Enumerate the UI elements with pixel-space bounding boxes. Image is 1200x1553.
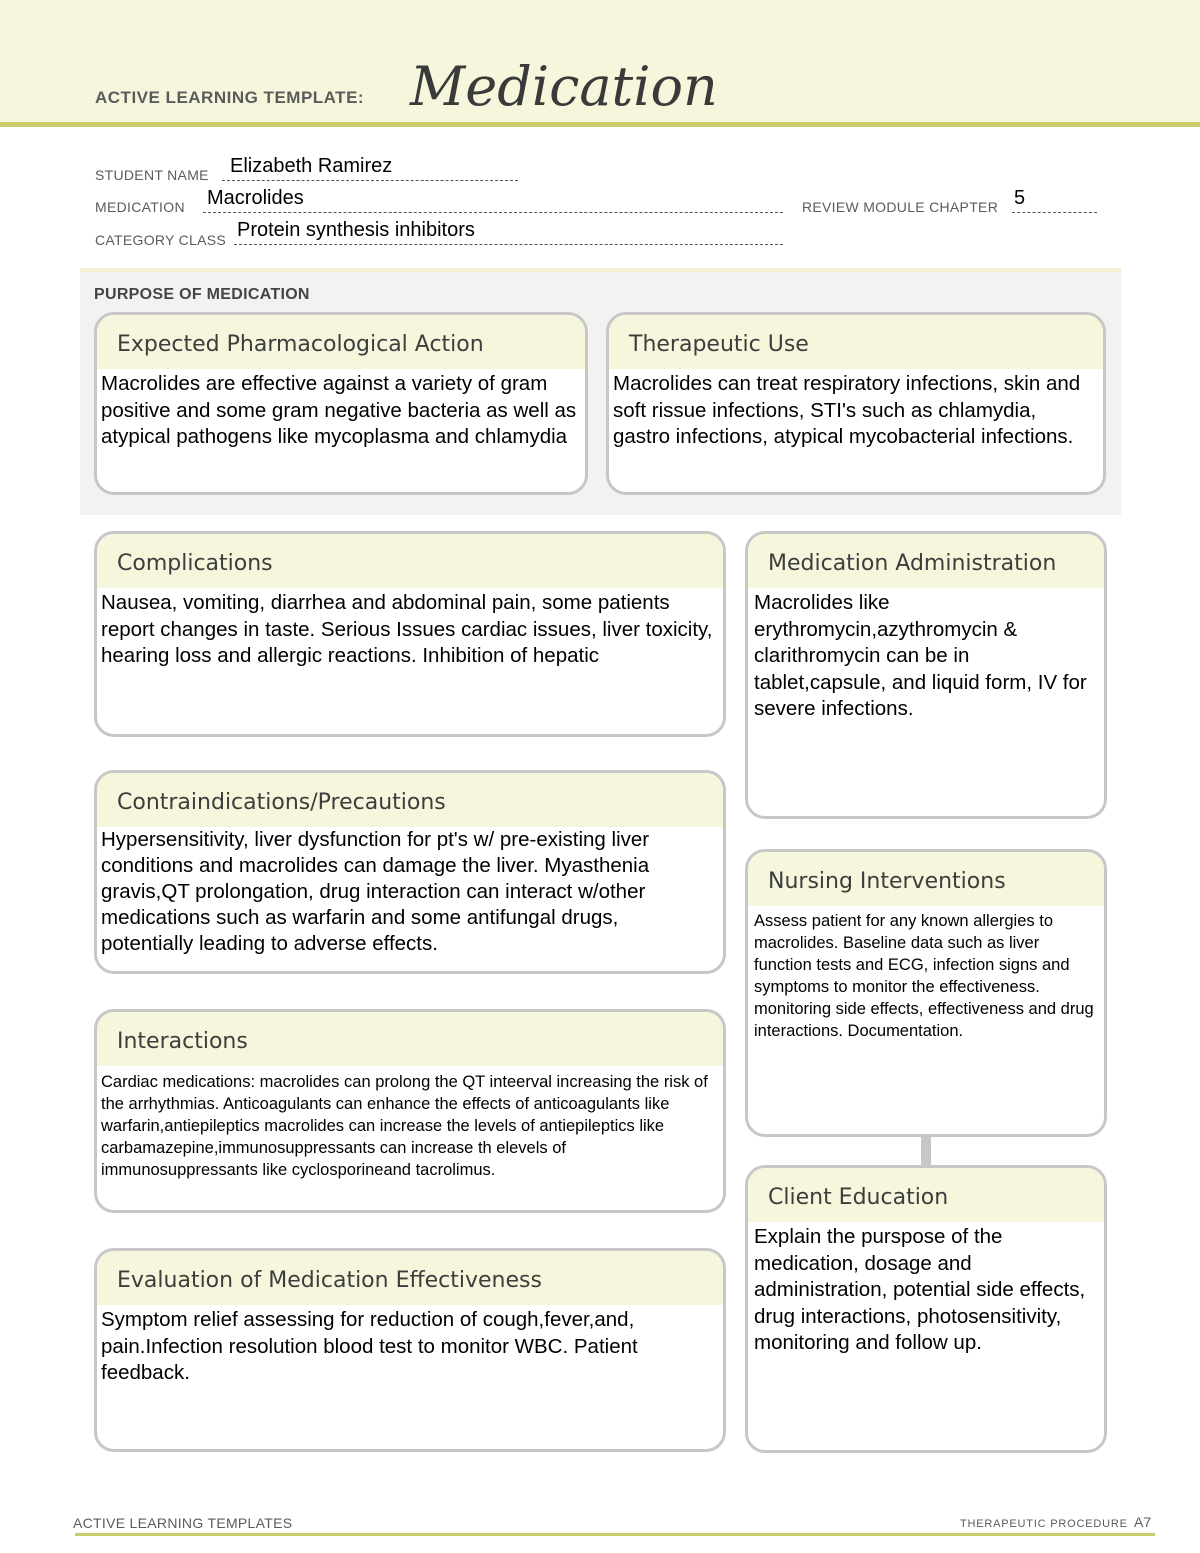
interactions-text[interactable]: Cardiac medications: macrolides can prolong the QT inteerval increasing the risk of the arrhythmias. Anticoagulants can enhance the effects of anticoagulants like warfarin,antiepileptics macrolides can increase the levels of antiepileptics like carbamazepine,immunosuppressants can increase th elevels of immunosuppressants like cyclosporineand tacrolimus. (101, 1073, 708, 1179)
nursing-title: Nursing Interventions (748, 852, 1104, 906)
medication-field[interactable]: Macrolides (207, 187, 304, 209)
footer-right-label: THERAPEUTIC PROCEDURE (960, 1518, 1128, 1530)
complications-text[interactable]: Nausea, vomiting, diarrhea and abdominal pain, some patients report changes in taste. Serious Issues cardiac issues, liver toxicity, hearing loss and allergic reactions. Inhibition of hepatic (101, 591, 713, 667)
medication-label: MEDICATION (95, 199, 185, 215)
client-education-text[interactable]: Explain the purspose of the medication, dosage and administration, potential side effects, drug interactions, photosensitivity, monitoring and follow up. (754, 1225, 1086, 1354)
evaluation-text[interactable]: Symptom relief assessing for reduction of cough,fever,and, pain.Infection resolution blood test to monitor WBC. Patient feedback. (101, 1308, 638, 1384)
contraindications-title: Contraindications/Precautions (97, 773, 723, 827)
interactions-title: Interactions (97, 1012, 723, 1066)
footer-line (75, 1533, 1155, 1536)
template-label: ACTIVE LEARNING TEMPLATE: (95, 88, 365, 107)
category-class-field[interactable]: Protein synthesis inhibitors (237, 219, 475, 241)
footer-left-label: ACTIVE LEARNING TEMPLATES (73, 1515, 293, 1531)
evaluation-box (94, 1248, 726, 1452)
category-class-line (234, 244, 783, 245)
review-module-field[interactable]: 5 (1014, 187, 1026, 209)
administration-title: Medication Administration (748, 534, 1104, 588)
student-name-line (222, 180, 518, 181)
administration-text[interactable]: Macrolides like erythromycin,azythromycin & clarithromycin can be in tablet,capsule, and liquid form, IV for severe infections. (754, 591, 1087, 720)
client-education-box (745, 1165, 1107, 1453)
review-module-label: REVIEW MODULE CHAPTER (802, 199, 999, 215)
footer-page-number: A7 (1134, 1514, 1152, 1530)
review-module-line (1012, 212, 1097, 213)
evaluation-title: Evaluation of Medication Effectiveness (97, 1251, 723, 1305)
expected-action-box (94, 312, 588, 495)
complications-box (94, 531, 726, 737)
expected-action-text[interactable]: Macrolides are effective against a variety of gram positive and some gram negative bacteria as well as atypical pathogens like mycoplasma and chlamydia (101, 372, 577, 448)
administration-box (745, 531, 1107, 819)
therapeutic-use-text[interactable]: Macrolides can treat respiratory infections, skin and soft rissue infections, STI's such as chlamydia, gastro infections, atypical mycobacterial infections. (613, 372, 1081, 448)
expected-action-title: Expected Pharmacological Action (97, 315, 585, 369)
therapeutic-use-box (606, 312, 1106, 495)
therapeutic-use-title: Therapeutic Use (609, 315, 1103, 369)
category-class-label: CATEGORY CLASS (95, 232, 227, 248)
medication-line (203, 212, 783, 213)
contraindications-box (94, 770, 726, 974)
nursing-box (745, 849, 1107, 1137)
complications-title: Complications (97, 534, 723, 588)
purpose-label: PURPOSE OF MEDICATION (94, 286, 310, 303)
client-education-title: Client Education (748, 1168, 1104, 1222)
student-name-field[interactable]: Elizabeth Ramirez (230, 155, 393, 177)
nursing-text[interactable]: Assess patient for any known allergies to macrolides. Baseline data such as liver function tests and ECG, infection signs and symptoms to monitor the effectiveness. monitoring side effects, effectiveness and drug interactions. Documentation. (754, 912, 1094, 1040)
contraindications-text[interactable]: Hypersensitivity, liver dysfunction for pt's w/ pre-existing liver conditions and macrolides can damage the liver. Myasthenia gravis,QT prolongation, drug interaction can interact w/other medications such as warfarin and some antifungal drugs, potentially leading to adverse effects. (101, 828, 650, 955)
page-title: Medication (410, 55, 718, 118)
connector-bar (921, 1135, 931, 1165)
student-name-label: STUDENT NAME (95, 167, 209, 183)
interactions-box (94, 1009, 726, 1213)
